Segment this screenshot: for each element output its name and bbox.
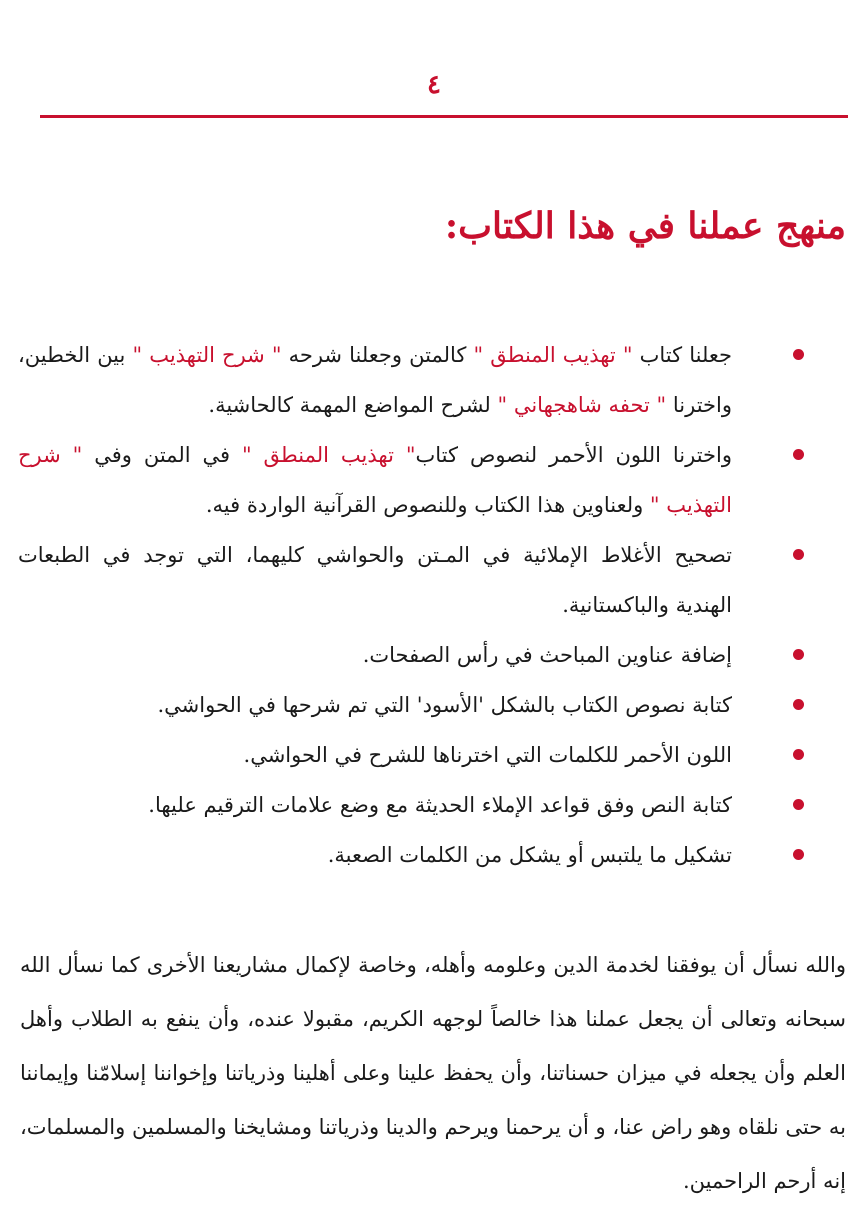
book-title-tuhfa-shahjahani: " تحفه شاهجهاني " — [497, 393, 667, 417]
list-item-text: في المتن وفي — [82, 443, 242, 467]
book-title-sharh-al-tahdhib: " شرح التهذيب " — [132, 343, 282, 367]
section-title: منهج عملنا في هذا الكتاب: — [444, 205, 846, 247]
list-item — [18, 530, 808, 630]
list-item-text: بين الخطين، واخترنا — [18, 343, 732, 417]
bullet-icon — [793, 549, 804, 560]
list-item — [18, 330, 808, 430]
bullet-icon — [793, 649, 804, 660]
list-item-text: جعلنا كتاب — [632, 343, 733, 367]
bullet-icon — [793, 849, 804, 860]
closing-paragraph: والله نسأل أن يوفقنا لخدمة الدين وعلومه وأهله، وخاصة لإكمال مشاريعنا الأخرى كما نسأل الله سبحانه وتعالى أن يجعل عملنا هذا خالصاً لوجهه الكريم، مقبولا عنده، وأن ينفع به الطلاب وأهل العلم وأن يجعله في ميزان حسناتنا، وأن يحفظ علينا وعلى أهلينا وذرياتنا وإخواننا إسلامّنا وإيماننا به حتى نلقاه وهو راض عنا، و أن يرحمنا ويرحم والدينا وذرياتنا ومشايخنا والمسلمين والمسلمات، إنه أرحم الراحمين. — [20, 953, 846, 1193]
list-item-text: تصحيح الأغلاط الإملائية في المـتن والحواشي كليهما، التي توجد في الطبعات الهندية والباكستانية. — [18, 543, 732, 617]
header-rule — [40, 115, 848, 118]
book-title-tahdhib-al-mantiq: " تهذيب المنطق " — [241, 443, 416, 467]
bullet-icon — [793, 799, 804, 810]
bullet-icon — [793, 349, 804, 360]
list-item — [18, 680, 808, 730]
book-title-sharh-al-tahdhib: " شرح التهذيب " — [18, 443, 732, 517]
method-list — [18, 330, 808, 880]
list-item-text: كتابة النص وفق قواعد الإملاء الحديثة مع وضع علامات الترقيم عليها. — [148, 793, 732, 817]
book-title-tahdhib-al-mantiq: " تهذيب المنطق " — [473, 343, 633, 367]
list-item-text: تشكيل ما يلتبس أو يشكل من الكلمات الصعبة. — [327, 843, 732, 867]
list-item — [18, 730, 808, 780]
list-item-text: اللون الأحمر للكلمات التي اخترناها للشرح في الحواشي. — [243, 743, 732, 767]
list-item — [18, 430, 808, 530]
page-number: ٤ — [427, 70, 441, 100]
list-item-text: إضافة عناوين المباحث في رأس الصفحات. — [362, 643, 732, 667]
list-item-text: لشرح المواضع المهمة كالحاشية. — [208, 393, 498, 417]
list-item-text: ولعناوين هذا الكتاب وللنصوص القرآنية الواردة فيه. — [205, 493, 650, 517]
list-item — [18, 630, 808, 680]
list-item — [18, 830, 808, 880]
list-item-text: كتابة نصوص الكتاب بالشكل 'الأسود' التي تم شرحها في الحواشي. — [157, 693, 732, 717]
bullet-icon — [793, 449, 804, 460]
list-item — [18, 780, 808, 830]
bullet-icon — [793, 749, 804, 760]
bullet-icon — [793, 699, 804, 710]
list-item-text: كالمتن وجعلنا شرحه — [281, 343, 474, 367]
list-item-text: واخترنا اللون الأحمر لنصوص كتاب — [415, 443, 732, 467]
